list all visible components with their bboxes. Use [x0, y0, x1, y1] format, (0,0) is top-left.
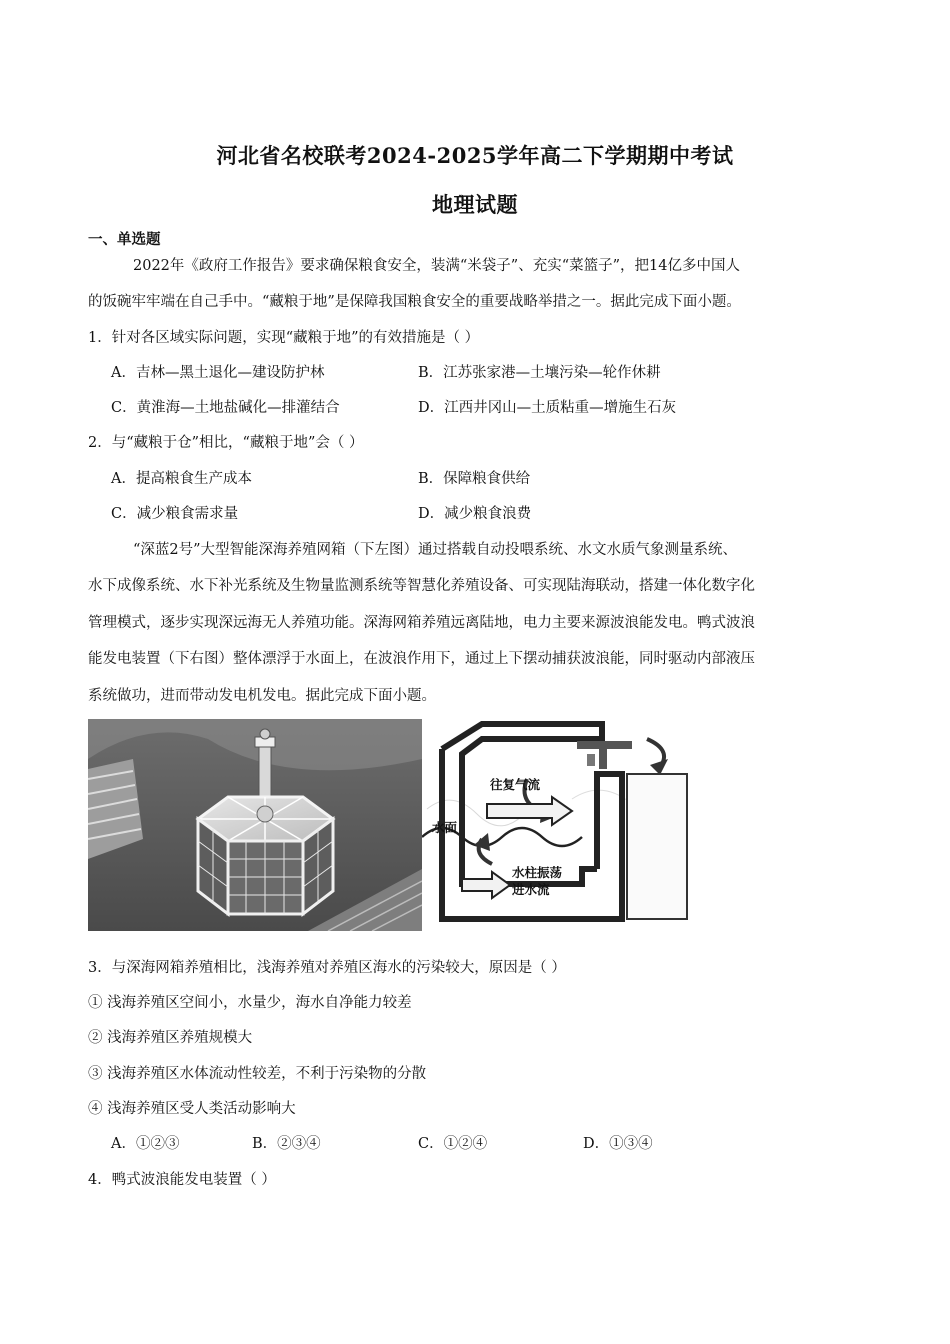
label-airflow: 往复气流 [490, 777, 541, 792]
passage1-line2: 的饭碗牢牢端在自己手中。“藏粮于地”是保障我国粮食安全的重要战略举措之一。据此完成下面小题。 [88, 294, 741, 310]
label-oscillation: 水柱振荡 [512, 865, 563, 880]
q1-option-c: C．黄淮海—土地盐碱化—排灌结合 [111, 400, 340, 416]
q2-stem: 2．与“藏粮于仓”相比，“藏粮于地”会（ ） [88, 435, 364, 451]
section-heading: 一、单选题 [88, 231, 161, 248]
passage2-line3: 管理模式，逐步实现深远海无人养殖功能。深海网箱养殖远离陆地，电力主要来源波浪能发电。鸭式波浪 [88, 615, 755, 631]
q2-option-b: B．保障粮食供给 [418, 471, 531, 487]
exam-subtitle: 地理试题 [432, 192, 518, 217]
passage2-line1: “深蓝2号”大型智能深海养殖网箱（下左图）通过搭载自动投喂系统、水文水质气象测量系统、 [133, 542, 738, 558]
q3-option-a: A．①②③ [111, 1136, 180, 1152]
passage2-line5: 系统做功，进而带动发电机发电。据此完成下面小题。 [88, 688, 436, 704]
q3-option-c: C．①②④ [418, 1136, 488, 1152]
q2-option-c: C．减少粮食需求量 [111, 506, 239, 522]
q1-option-b: B．江苏张家港—土壤污染—轮作休耕 [418, 365, 661, 381]
q3-stem: 3．与深海网箱养殖相比，浅海养殖对养殖区海水的污染较大，原因是（ ） [88, 960, 566, 976]
q1-option-d: D．江西井冈山—土质粘重—增施生石灰 [418, 400, 677, 416]
q3-statement-3: ③ 浅海养殖区水体流动性较差，不利于污染物的分散 [88, 1066, 427, 1082]
q2-option-d: D．减少粮食浪费 [418, 506, 532, 522]
aquaculture-cage-photo [88, 719, 422, 931]
exam-title: 河北省名校联考2024-2025学年高二下学期期中考试 [216, 143, 734, 168]
passage1-line1: 2022年《政府工作报告》要求确保粮食安全，装满“米袋子”、充实“菜篮子”，把14亿多中国人 [133, 258, 741, 274]
q1-option-a: A．吉林—黑土退化—建设防护林 [111, 365, 325, 381]
q3-option-b: B．②③④ [252, 1136, 321, 1152]
label-water-surface: 水面 [432, 820, 458, 835]
q3-option-d: D．①③④ [583, 1136, 653, 1152]
q3-statement-2: ② 浅海养殖区养殖规模大 [88, 1030, 253, 1046]
passage2-line4: 能发电装置（下右图）整体漂浮于水面上，在波浪作用下，通过上下摆动捕获波浪能，同时驱动内部液压 [88, 651, 755, 667]
q3-statement-4: ④ 浅海养殖区受人类活动影响大 [88, 1101, 296, 1117]
q1-stem: 1．针对各区域实际问题，实现“藏粮于地”的有效措施是（ ） [88, 330, 480, 346]
q3-statement-1: ① 浅海养殖区空间小，水量少，海水自净能力较差 [88, 995, 412, 1011]
q4-stem: 4．鸭式波浪能发电装置（ ） [88, 1172, 276, 1188]
wave-energy-diagram [422, 719, 697, 931]
label-inflow: 进水流 [512, 882, 550, 897]
q2-option-a: A．提高粮食生产成本 [111, 471, 252, 487]
passage2-line2: 水下成像系统、水下补光系统及生物量监测系统等智慧化养殖设备、可实现陆海联动，搭建一体化数字化 [88, 578, 755, 594]
